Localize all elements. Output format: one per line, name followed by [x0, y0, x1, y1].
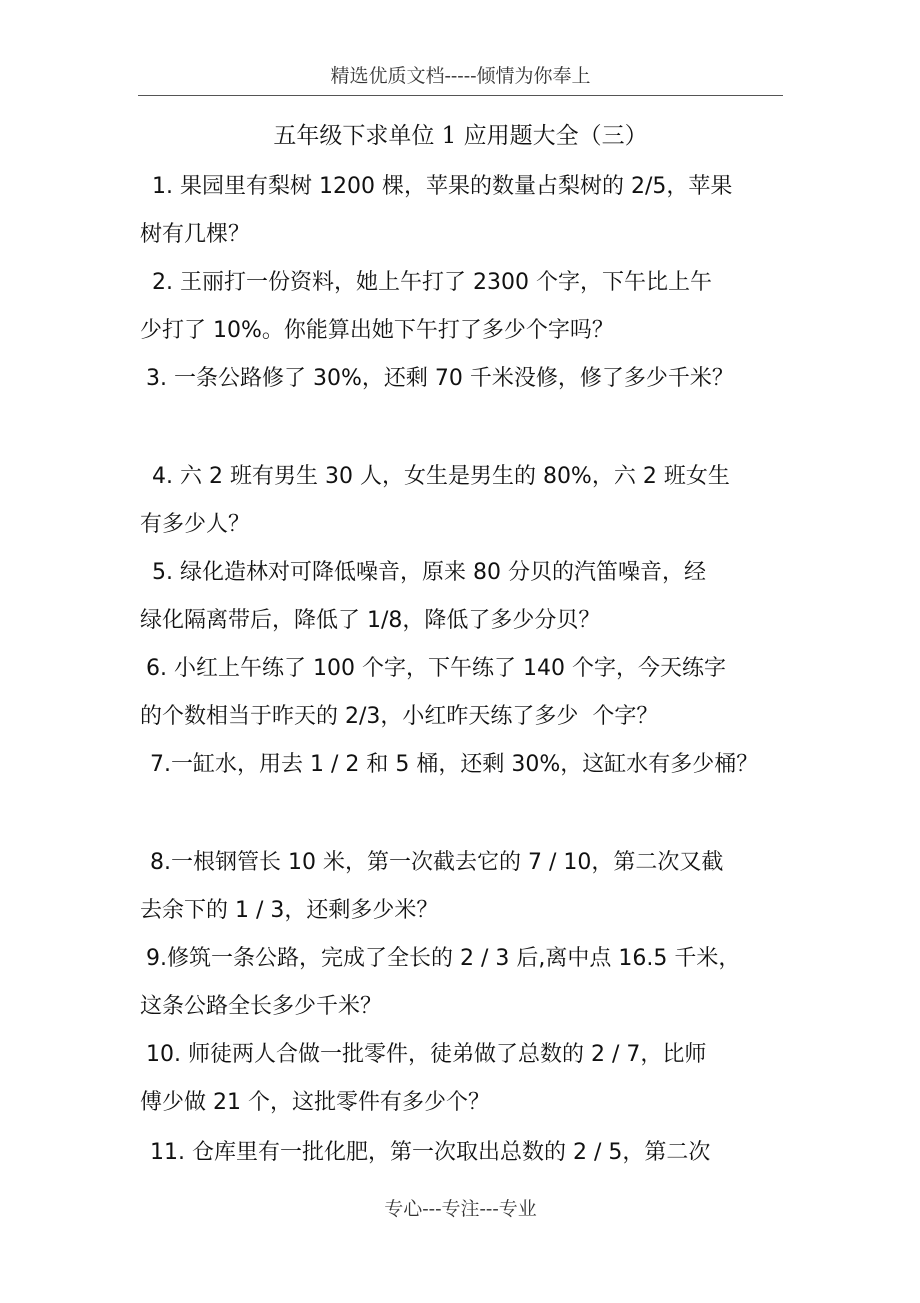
- problem-10-line-2: 傅少做 21 个，这批零件有多少个？: [140, 1090, 490, 1115]
- page-footer: 专心---专注---专业: [384, 1198, 537, 1220]
- problem-5-line-1: 5. 绿化造林对可降低噪音，原来 80 分贝的汽笛噪音，经: [152, 560, 706, 585]
- problem-4-line-1: 4. 六 2 班有男生 30 人，女生是男生的 80%，六 2 班女生: [152, 464, 730, 489]
- problem-1-line-2: 树有几棵？: [140, 222, 251, 247]
- problem-8-line-1: 8.一根钢管长 10 米，第一次截去它的 7 / 10，第二次又截: [150, 850, 724, 875]
- problem-6-line-1: 6. 小红上午练了 100 个字，下午练了 140 个字，今天练字: [146, 656, 726, 681]
- page-header: 精选优质文档-----倾情为你奉上: [330, 65, 591, 87]
- problem-3-line-1: 3. 一条公路修了 30%，还剩 70 千米没修，修了多少千米？: [146, 366, 734, 391]
- problem-4-line-2: 有多少人？: [140, 512, 251, 537]
- problem-11-line-1: 11. 仓库里有一批化肥，第一次取出总数的 2 / 5，第二次: [150, 1140, 711, 1165]
- problem-2-line-2: 少打了 10%。你能算出她下午打了多少个字吗？: [140, 318, 614, 343]
- problem-1-line-1: 1. 果园里有梨树 1200 棵，苹果的数量占梨树的 2/5，苹果: [152, 174, 733, 199]
- problem-5-line-2: 绿化隔离带后，降低了 1/8，降低了多少分贝？: [140, 608, 601, 633]
- problem-8-line-2: 去余下的 1 / 3，还剩多少米？: [140, 898, 439, 923]
- header-divider: [138, 95, 783, 96]
- document-title: 五年级下求单位 1 应用题大全（三）: [273, 123, 648, 149]
- problem-6-line-2: 的个数相当于昨天的 2/3，小红昨天练了多少 个字？: [140, 704, 659, 729]
- problem-7-line-1: 7.一缸水，用去 1 / 2 和 5 桶，还剩 30%，这缸水有多少桶？: [150, 752, 759, 777]
- problem-2-line-1: 2. 王丽打一份资料，她上午打了 2300 个字，下午比上午: [152, 270, 712, 295]
- problem-9-line-1: 9.修筑一条公路，完成了全长的 2 / 3 后,离中点 16.5 千米，: [146, 946, 741, 971]
- problem-10-line-1: 10. 师徒两人合做一批零件，徒弟做了总数的 2 / 7，比师: [146, 1042, 707, 1067]
- problem-9-line-2: 这条公路全长多少千米？: [140, 994, 383, 1019]
